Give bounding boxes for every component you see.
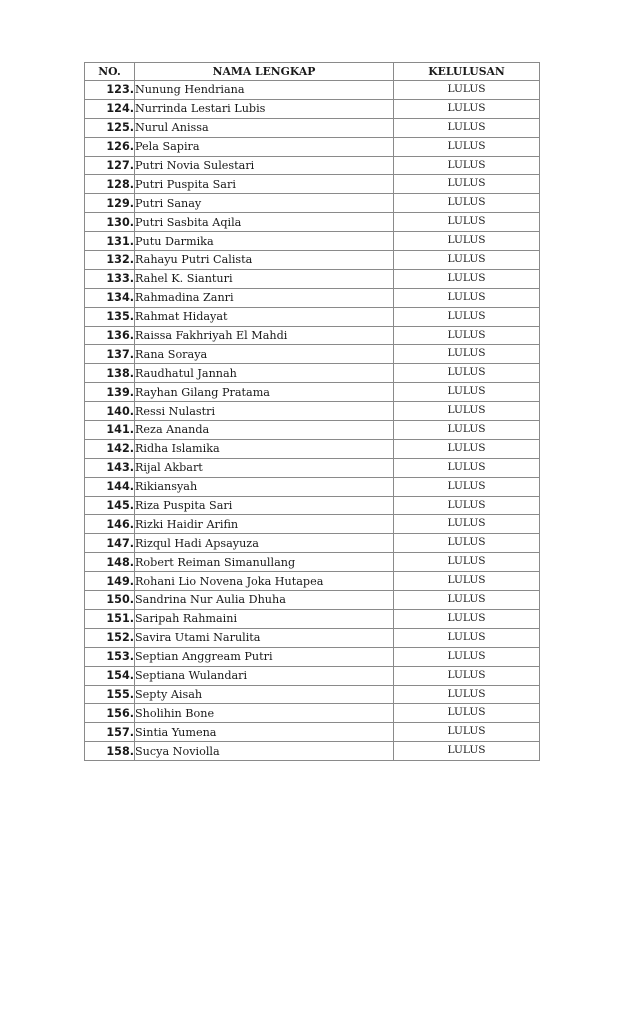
graduation-status: LULUS [394,383,540,402]
graduation-status: LULUS [394,572,540,591]
student-name: Nurul Anissa [135,118,394,137]
row-number: 141. [85,421,135,440]
table-row [85,156,540,175]
table-body [85,81,540,761]
row-number: 132. [85,251,135,270]
table-row [85,628,540,647]
graduation-status: LULUS [394,496,540,515]
table-row [85,685,540,704]
student-name: Septiana Wulandari [135,666,394,685]
row-number: 137. [85,345,135,364]
graduation-status: LULUS [394,99,540,118]
graduation-status: LULUS [394,723,540,742]
table-row [85,232,540,251]
table-row [85,99,540,118]
table-row [85,609,540,628]
row-number: 158. [85,742,135,761]
row-number: 125. [85,118,135,137]
student-name: Rana Soraya [135,345,394,364]
table-row [85,515,540,534]
table-row [85,477,540,496]
graduation-status: LULUS [394,137,540,156]
table-row [85,383,540,402]
graduation-status: LULUS [394,591,540,610]
table-row [85,326,540,345]
row-number: 142. [85,439,135,458]
row-number: 128. [85,175,135,194]
student-name: Rahel K. Sianturi [135,269,394,288]
row-number: 157. [85,723,135,742]
student-name: Sintia Yumena [135,723,394,742]
student-name: Septian Anggream Putri [135,647,394,666]
graduation-status: LULUS [394,704,540,723]
graduation-status: LULUS [394,553,540,572]
row-number: 150. [85,591,135,610]
table-row [85,421,540,440]
table-row [85,553,540,572]
student-name: Septy Aisah [135,685,394,704]
graduation-status: LULUS [394,194,540,213]
graduation-status: LULUS [394,326,540,345]
row-number: 134. [85,288,135,307]
graduation-status: LULUS [394,175,540,194]
student-name: Putri Sanay [135,194,394,213]
graduation-status: LULUS [394,685,540,704]
student-name: Raissa Fakhriyah El Mahdi [135,326,394,345]
table-row [85,175,540,194]
student-name: Ressi Nulastri [135,402,394,421]
table-row [85,723,540,742]
row-number: 147. [85,534,135,553]
row-number: 154. [85,666,135,685]
student-name: Saripah Rahmaini [135,609,394,628]
graduation-status: LULUS [394,156,540,175]
table-row [85,307,540,326]
row-number: 129. [85,194,135,213]
row-number: 144. [85,477,135,496]
row-number: 130. [85,213,135,232]
graduation-status: LULUS [394,515,540,534]
student-name: Savira Utami Narulita [135,628,394,647]
row-number: 127. [85,156,135,175]
table-row [85,345,540,364]
graduation-status: LULUS [394,477,540,496]
student-name: Rayhan Gilang Pratama [135,383,394,402]
student-name: Riza Puspita Sari [135,496,394,515]
row-number: 153. [85,647,135,666]
table-row [85,742,540,761]
graduation-status: LULUS [394,742,540,761]
student-name: Sucya Noviolla [135,742,394,761]
student-name: Putri Puspita Sari [135,175,394,194]
row-number: 140. [85,402,135,421]
graduation-status: LULUS [394,345,540,364]
table-row [85,458,540,477]
student-name: Rahmadina Zanri [135,288,394,307]
row-number: 138. [85,364,135,383]
table-header [85,63,540,81]
student-name: Rahayu Putri Calista [135,251,394,270]
graduation-table [84,62,540,761]
graduation-status: LULUS [394,307,540,326]
table-row [85,194,540,213]
table-row [85,118,540,137]
row-number: 124. [85,99,135,118]
student-name: Sandrina Nur Aulia Dhuha [135,591,394,610]
header-row [85,63,540,81]
graduation-status: LULUS [394,439,540,458]
row-number: 126. [85,137,135,156]
student-name: Rikiansyah [135,477,394,496]
header-name: NAMA LENGKAP [135,63,394,81]
student-name: Rizqul Hadi Apsayuza [135,534,394,553]
row-number: 151. [85,609,135,628]
row-number: 133. [85,269,135,288]
graduation-status: LULUS [394,421,540,440]
table-row [85,137,540,156]
graduation-status: LULUS [394,647,540,666]
graduation-status: LULUS [394,534,540,553]
row-number: 156. [85,704,135,723]
row-number: 136. [85,326,135,345]
student-name: Sholihin Bone [135,704,394,723]
student-name: Ridha Islamika [135,439,394,458]
student-name: Nurrinda Lestari Lubis [135,99,394,118]
table-row [85,439,540,458]
header-status: KELULUSAN [394,63,540,81]
table-row [85,534,540,553]
row-number: 149. [85,572,135,591]
header-no: NO. [85,63,135,81]
graduation-status: LULUS [394,269,540,288]
table-row [85,572,540,591]
student-name: Nunung Hendriana [135,81,394,100]
row-number: 146. [85,515,135,534]
graduation-status: LULUS [394,251,540,270]
graduation-status: LULUS [394,628,540,647]
student-name: Rohani Lio Novena Joka Hutapea [135,572,394,591]
table-row [85,591,540,610]
student-name: Robert Reiman Simanullang [135,553,394,572]
table-row [85,213,540,232]
graduation-status: LULUS [394,118,540,137]
row-number: 152. [85,628,135,647]
row-number: 145. [85,496,135,515]
graduation-status: LULUS [394,81,540,100]
student-name: Rizki Haidir Arifin [135,515,394,534]
student-name: Pela Sapira [135,137,394,156]
table-row [85,666,540,685]
graduation-status: LULUS [394,232,540,251]
table-row [85,288,540,307]
student-name: Putu Darmika [135,232,394,251]
graduation-status: LULUS [394,609,540,628]
row-number: 135. [85,307,135,326]
graduation-status: LULUS [394,213,540,232]
row-number: 123. [85,81,135,100]
table-row [85,704,540,723]
row-number: 155. [85,685,135,704]
table-row [85,647,540,666]
student-name: Rahmat Hidayat [135,307,394,326]
student-name: Putri Novia Sulestari [135,156,394,175]
graduation-status: LULUS [394,288,540,307]
table-row [85,364,540,383]
student-name: Reza Ananda [135,421,394,440]
graduation-status: LULUS [394,364,540,383]
table-row [85,81,540,100]
table-row [85,402,540,421]
student-name: Putri Sasbita Aqila [135,213,394,232]
table-row [85,269,540,288]
student-name: Raudhatul Jannah [135,364,394,383]
row-number: 143. [85,458,135,477]
table-row [85,496,540,515]
graduation-status: LULUS [394,458,540,477]
student-name: Rijal Akbart [135,458,394,477]
graduation-status: LULUS [394,402,540,421]
row-number: 131. [85,232,135,251]
graduation-status: LULUS [394,666,540,685]
row-number: 139. [85,383,135,402]
row-number: 148. [85,553,135,572]
table-row [85,251,540,270]
